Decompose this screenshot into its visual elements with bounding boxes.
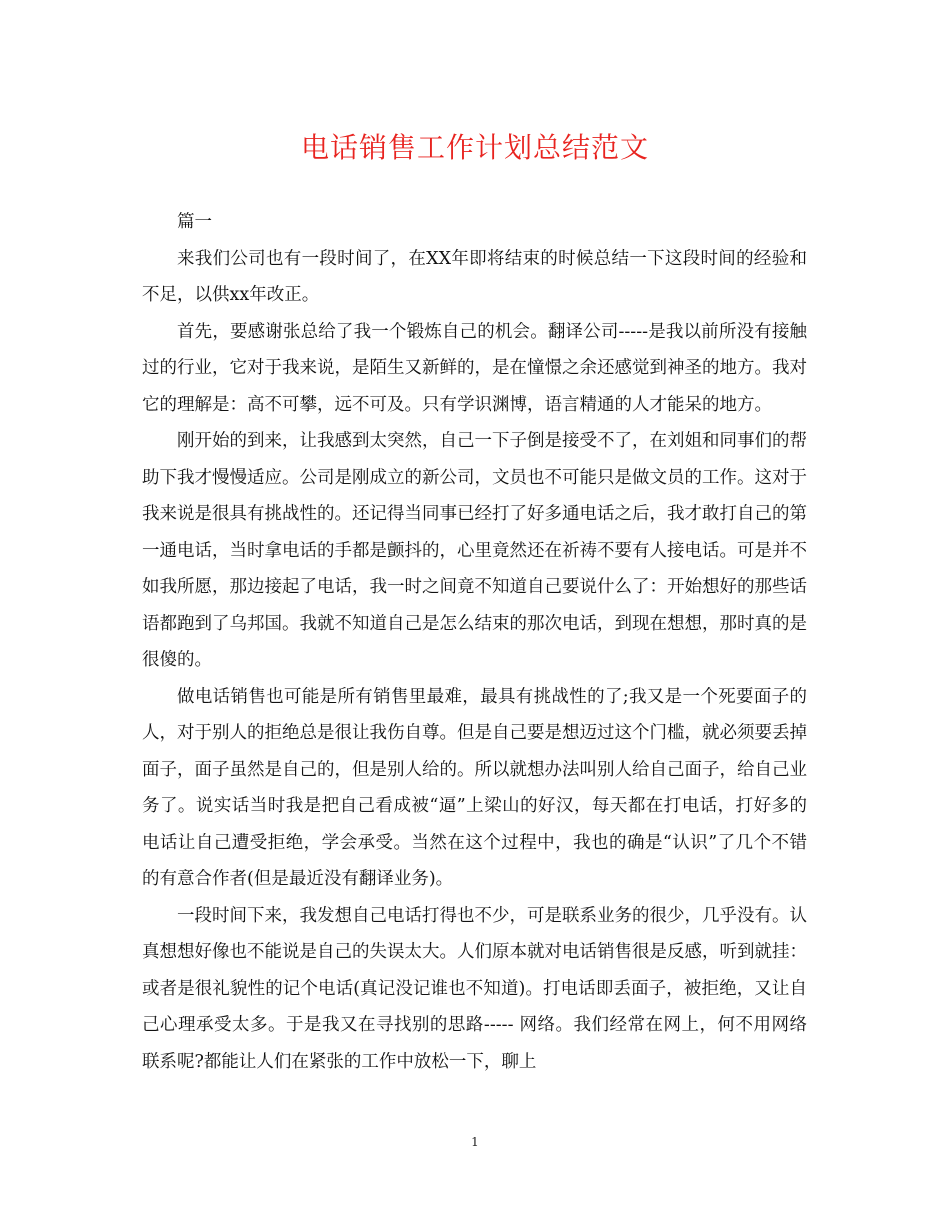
paragraph: 来我们公司也有一段时间了，在XX年即将结束的时候总结一下这段时间的经验和不足，以供xx年改正。 <box>142 248 807 305</box>
paragraph: 首先，要感谢张总给了我一个锻炼自己的机会。翻译公司-----是我以前所没有接触过的行业，它对于我来说，是陌生又新鲜的，是在憧憬之余还感觉到神圣的地方。我对它的理解是：高不可攀，远不可及。只有学识渊博，语言精通的人才能呆的地方。 <box>142 321 807 415</box>
paragraph: 刚开始的到来，让我感到太突然，自己一下子倒是接受不了，在刘姐和同事们的帮助下我才慢慢适应。公司是刚成立的新公司，文员也不可能只是做文员的工作。这对于我来说是很具有挑战性的。还记得当同事已经打了好多通电话之后，我才敢打自己的第一通电话，当时拿电话的手都是颤抖的，心里竟然还在祈祷不要有人接电话。可是并不如我所愿，那边接起了电话，我一时之间竟不知道自己要说什么了：开始想好的那些话语都跑到了乌邦国。我就不知道自己是怎么结束的那次电话，到现在想想，那时真的是很傻的。 <box>142 431 807 670</box>
paragraph: 一段时间下来，我发想自己电话打得也不少，可是联系业务的很少，几乎没有。认真想想好像也不能说是自己的失误太大。人们原本就对电话销售很是反感，听到就挂：或者是很礼貌性的记个电话(真记没记谁也不知道)。打电话即丢面子，被拒绝，又让自己心理承受太多。于是我又在寻找别的思路----- 网络。我们经常在网上，何不用网络联系呢?都能让人们在紧张的工作中放松一下，聊上 <box>142 905 807 1072</box>
section-heading: 篇一 <box>177 212 212 232</box>
document-body <box>142 204 807 1080</box>
document-title: 电话销售工作计划总结范文 <box>300 131 649 164</box>
paragraph: 做电话销售也可能是所有销售里最难，最具有挑战性的了;我又是一个死要面子的人，对于别人的拒绝总是很让我伤自尊。但是自己要是想迈过这个门槛，就必须要丢掉面子，面子虽然是自己的，但是别人给的。所以就想办法叫别人给自己面子，给自己业务了。说实话当时我是把自己看成被“逼”上梁山的好汉，每天都在打电话，打好多的电话让自己遭受拒绝，学会承受。当然在这个过程中，我也的确是“认识”了几个不错的有意合作者(但是最近没有翻译业务)。 <box>142 686 807 889</box>
page-number: 1 <box>471 1135 479 1149</box>
